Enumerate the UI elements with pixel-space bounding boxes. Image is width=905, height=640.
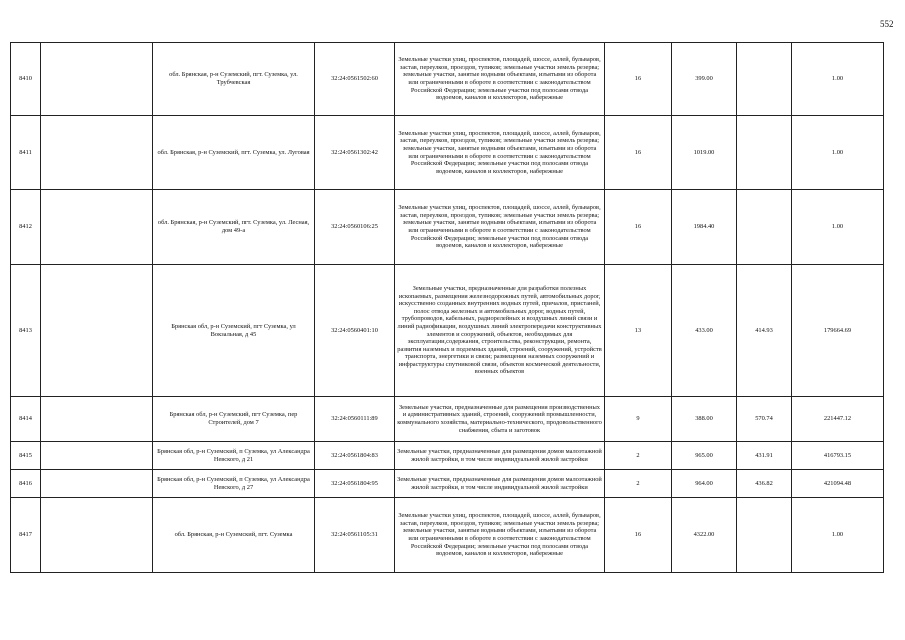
table-row — [11, 190, 884, 265]
area-cell: 1019.00 — [672, 116, 737, 190]
use-code-cell: 16 — [605, 190, 672, 265]
empty-cell — [41, 498, 153, 573]
row-number: 8414 — [11, 397, 41, 442]
land-use-cell: Земельные участки, предназначенные для разработки полезных ископаемых, размещения железнодорожных путей, автомобильных дорог, искусственно созданных внутренних водных путей, причалов, пристаней, полос отвода железных и автомобильных дорог, водных путей, трубопроводов, кабельных, радиорелейных и воздушных линий связи и линий радиофикации, воздушных линий электропередачи конструктивных элементов и сооружений, объектов, необходимых для эксплуатации,содержания, строительства, реконструкции, ремонта, развития наземных и подземных зданий, строений, сооружений, устройств транспорта, энергетики и связи; размещения наземных сооружений и инфраструктуры спутниковой связи, объектов космической деятельности, военных объектов — [395, 265, 605, 397]
land-use-cell: Земельные участки улиц, проспектов, площадей, шоссе, аллей, бульваров, застав, переулков, проездов, тупиков; земельные участки земель резерва; земельные участки, занятые водными объектами, изъятыми из оборота или ограниченными в обороте в соответствии с законодательством Российской Федерации; земельные участки под полосами отвода водоемов, каналов и коллекторов, набережные — [395, 498, 605, 573]
row-number: 8412 — [11, 190, 41, 265]
area-cell: 964.00 — [672, 470, 737, 498]
empty-cell — [41, 470, 153, 498]
cadastral-number-cell: 32:24:0561804:95 — [315, 470, 395, 498]
land-use-cell: Земельные участки, предназначенные для размещения домов малоэтажной жилой застройки, в том числе индивидуальной жилой застройки — [395, 470, 605, 498]
use-code-cell: 2 — [605, 470, 672, 498]
area-cell: 1984.40 — [672, 190, 737, 265]
cadastral-number-cell: 32:24:0560111:89 — [315, 397, 395, 442]
area-cell: 399.00 — [672, 43, 737, 116]
empty-cell — [41, 43, 153, 116]
cadastral-number-cell: 32:24:0561804:83 — [315, 442, 395, 470]
cadastral-number-cell: 32:24:0561502:60 — [315, 43, 395, 116]
row-number: 8416 — [11, 470, 41, 498]
rate-cell: 414.93 — [737, 265, 792, 397]
address-cell: Брянская обл, р-н Суземский, пгт Суземка, ул Вокзальная, д 45 — [153, 265, 315, 397]
cadastral-value-cell: 1.00 — [792, 190, 884, 265]
area-cell: 965.00 — [672, 442, 737, 470]
table-row — [11, 442, 884, 470]
land-use-cell: Земельные участки улиц, проспектов, площадей, шоссе, аллей, бульваров, застав, переулков, проездов, тупиков; земельные участки земель резерва; земельные участки, занятые водными объектами, изъятыми из оборота или ограниченными в обороте в соответствии с законодательством Российской Федерации; земельные участки под полосами отвода водоемов, каналов и коллекторов, набережные — [395, 190, 605, 265]
row-number: 8411 — [11, 116, 41, 190]
cadastral-value-cell: 179664.69 — [792, 265, 884, 397]
area-cell: 388.00 — [672, 397, 737, 442]
empty-cell — [41, 190, 153, 265]
cadastral-number-cell: 32:24:0561105:31 — [315, 498, 395, 573]
address-cell: обл. Брянская, р-н Суземский, пгт. Суземка, ул. Луговая — [153, 116, 315, 190]
address-cell: Брянская обл, р-н Суземский, п Суземка, ул Александра Невского, д 21 — [153, 442, 315, 470]
rate-cell: 436.82 — [737, 470, 792, 498]
use-code-cell: 16 — [605, 116, 672, 190]
land-use-cell: Земельные участки улиц, проспектов, площадей, шоссе, аллей, бульваров, застав, переулков, проездов, тупиков; земельные участки земель резерва; земельные участки, занятые водными объектами, изъятыми из оборота или ограниченными в обороте в соответствии с законодательством Российской Федерации; земельные участки под полосами отвода водоемов, каналов и коллекторов, набережные — [395, 116, 605, 190]
table-row — [11, 116, 884, 190]
cadastral-value-cell: 416793.15 — [792, 442, 884, 470]
rate-cell — [737, 498, 792, 573]
use-code-cell: 16 — [605, 43, 672, 116]
land-use-cell: Земельные участки, предназначенные для размещения домов малоэтажной жилой застройки, в том числе индивидуальной жилой застройки — [395, 442, 605, 470]
cadastral-value-cell: 421094.48 — [792, 470, 884, 498]
use-code-cell: 16 — [605, 498, 672, 573]
cadastral-number-cell: 32:24:0560106:25 — [315, 190, 395, 265]
cadastral-number-cell: 32:24:0561302:42 — [315, 116, 395, 190]
area-cell: 4322.00 — [672, 498, 737, 573]
land-use-cell: Земельные участки, предназначенные для размещения производственных и административных зданий, строений, сооружений промышленности, коммунального хозяйства, материально-технического, продовольственного снабжения, сбыта и заготовок — [395, 397, 605, 442]
rate-cell — [737, 116, 792, 190]
cadastral-value-cell: 1.00 — [792, 498, 884, 573]
row-number: 8410 — [11, 43, 41, 116]
rate-cell: 431.91 — [737, 442, 792, 470]
address-cell: Брянская обл, р-н Суземский, пгт Суземка, пер Строителей, дом 7 — [153, 397, 315, 442]
row-number: 8417 — [11, 498, 41, 573]
empty-cell — [41, 265, 153, 397]
cadastral-number-cell: 32:24:0560401:10 — [315, 265, 395, 397]
rate-cell — [737, 190, 792, 265]
address-cell: обл. Брянская, р-н Суземский, пгт. Суземка, ул. Лесная, дом 49-а — [153, 190, 315, 265]
table-row — [11, 498, 884, 573]
area-cell: 433.00 — [672, 265, 737, 397]
empty-cell — [41, 397, 153, 442]
cadastral-value-cell: 1.00 — [792, 116, 884, 190]
use-code-cell: 9 — [605, 397, 672, 442]
table-row — [11, 43, 884, 116]
cadastral-value-cell: 1.00 — [792, 43, 884, 116]
land-registry-table — [10, 42, 884, 573]
empty-cell — [41, 116, 153, 190]
rate-cell: 570.74 — [737, 397, 792, 442]
table-row — [11, 265, 884, 397]
table-row — [11, 470, 884, 498]
rate-cell — [737, 43, 792, 116]
table-row — [11, 397, 884, 442]
use-code-cell: 2 — [605, 442, 672, 470]
address-cell: обл. Брянская, р-н Суземский, пгт. Суземка — [153, 498, 315, 573]
address-cell: обл. Брянская, р-н Суземский, пгт. Суземка, ул. Трубчевская — [153, 43, 315, 116]
empty-cell — [41, 442, 153, 470]
cadastral-value-cell: 221447.12 — [792, 397, 884, 442]
land-use-cell: Земельные участки улиц, проспектов, площадей, шоссе, аллей, бульваров, застав, переулков, проездов, тупиков; земельные участки земель резерва; земельные участки, занятые водными объектами, изъятыми из оборота или ограниченными в обороте в соответствии с законодательством Российской Федерации; земельные участки под полосами отвода водоемов, каналов и коллекторов, набережные — [395, 43, 605, 116]
row-number: 8413 — [11, 265, 41, 397]
page-number: 552 — [880, 19, 894, 29]
address-cell: Брянская обл, р-н Суземский, п Суземка, ул Александра Невского, д 27 — [153, 470, 315, 498]
row-number: 8415 — [11, 442, 41, 470]
use-code-cell: 13 — [605, 265, 672, 397]
